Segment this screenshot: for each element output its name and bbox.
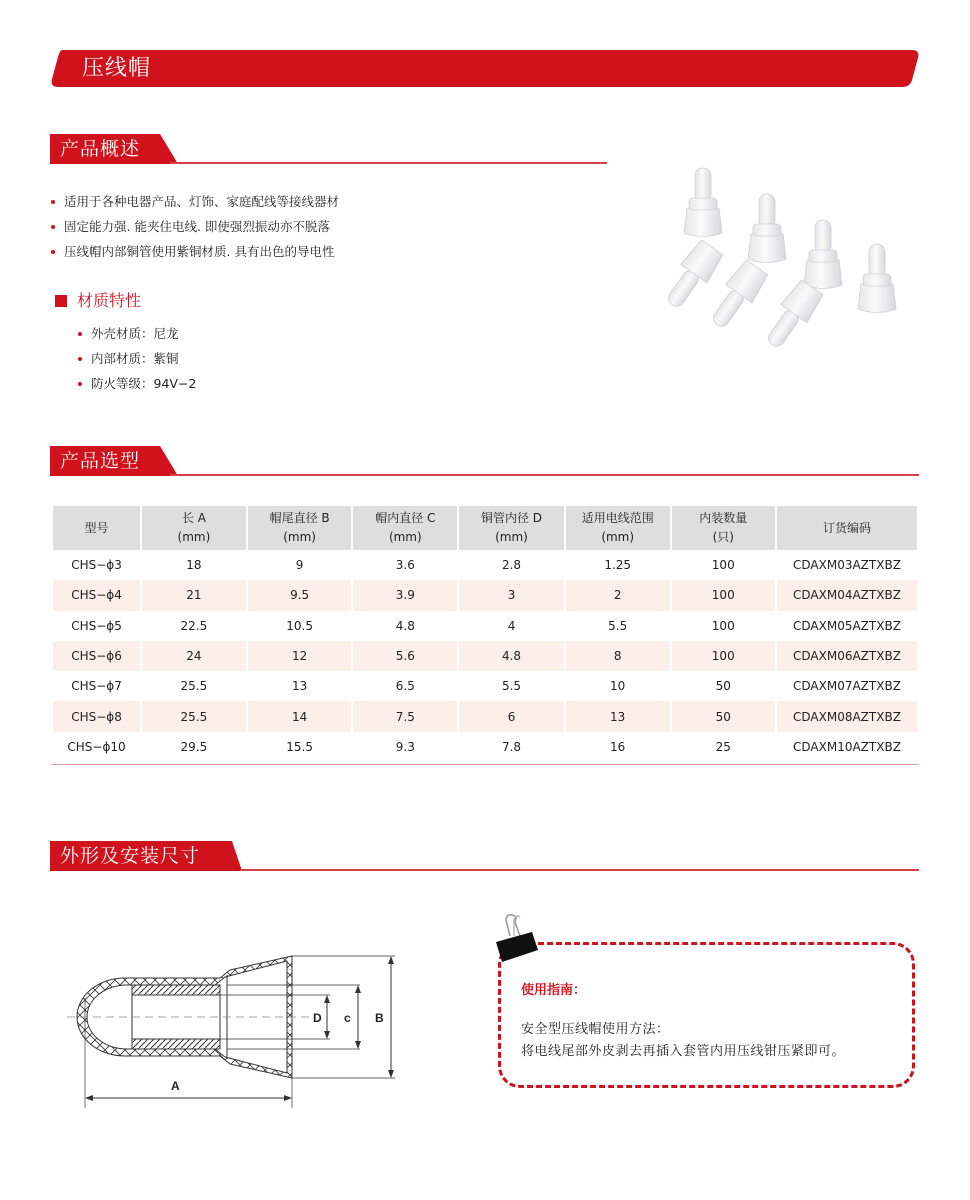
title-banner-shape bbox=[50, 50, 920, 87]
table-bottom-border bbox=[51, 764, 919, 765]
dim-label-d: D bbox=[313, 1011, 322, 1025]
table-row: CHS−ϕ10 29.5 15.5 9.3 7.8 16 25 CDAXM10AZTXBZ bbox=[67, 739, 901, 754]
col-header-tube-dia-d: 铜管内径 D (mm) bbox=[459, 506, 564, 550]
col-header-order-code: 订货编码 bbox=[777, 506, 917, 550]
section-title: 产品概述 bbox=[60, 138, 141, 160]
col-header-length-a: 长 A (mm) bbox=[142, 506, 246, 550]
binder-clip-icon bbox=[492, 912, 542, 967]
table-row: CHS−ϕ7 25.5 13 6.5 5.5 10 50 CDAXM07AZTXBZ bbox=[71, 679, 901, 694]
list-item: 防火等级：94V−2 bbox=[77, 371, 196, 396]
col-header-tail-dia-b: 帽尾直径 B (mm) bbox=[248, 506, 352, 550]
guide-text-line: 将电线尾部外皮剥去再插入套管内用压线钳压紧即可。 bbox=[521, 1044, 846, 1059]
square-bullet-icon bbox=[55, 295, 67, 307]
list-item: 内部材质：紫铜 bbox=[77, 346, 196, 371]
table-header-row bbox=[53, 506, 917, 550]
material-list bbox=[77, 321, 196, 396]
guide-text-line: 安全型压线帽使用方法： bbox=[521, 1022, 670, 1037]
section-header-dimensions bbox=[50, 841, 919, 871]
list-item: 固定能力强. 能夹住电线. 即使强烈振动亦不脱落 bbox=[50, 214, 339, 239]
section-title: 产品选型 bbox=[60, 450, 141, 472]
guide-title: 使用指南： bbox=[521, 983, 587, 998]
dim-label-b: B bbox=[375, 1011, 384, 1025]
table-row: CHS−ϕ3 18 9 3.6 2.8 1.25 100 CDAXM03AZTXBZ bbox=[71, 558, 901, 573]
page-title: 压线帽 bbox=[82, 56, 152, 81]
col-header-inner-dia-c: 帽内直径 C (mm) bbox=[353, 506, 457, 550]
dimension-diagram bbox=[55, 940, 415, 1110]
section-header-overview bbox=[50, 134, 607, 164]
section-divider bbox=[240, 869, 919, 871]
table-row: CHS−ϕ4 21 9.5 3.9 3 2 100 CDAXM04AZTXBZ bbox=[53, 580, 917, 610]
section-header-selection bbox=[50, 446, 919, 476]
col-header-model: 型号 bbox=[53, 506, 140, 550]
dim-label-a: A bbox=[171, 1079, 180, 1093]
section-title: 外形及安装尺寸 bbox=[60, 845, 201, 867]
list-item: 外壳材质：尼龙 bbox=[77, 321, 196, 346]
dim-label-c: c bbox=[344, 1011, 351, 1025]
list-item: 压线帽内部铜管使用紫铜材质. 具有出色的导电性 bbox=[50, 239, 339, 264]
spec-table bbox=[51, 506, 919, 762]
material-title: 材质特性 bbox=[77, 291, 142, 310]
usage-guide-card bbox=[498, 942, 915, 1088]
overview-bullet-list bbox=[50, 189, 339, 264]
page-title-banner bbox=[50, 50, 920, 87]
table-row: CHS−ϕ6 24 12 5.6 4.8 8 100 CDAXM06AZTXBZ bbox=[53, 641, 917, 671]
table-row: CHS−ϕ5 22.5 10.5 4.8 4 5.5 100 CDAXM05AZTXBZ bbox=[71, 618, 901, 633]
list-item: 适用于各种电器产品、灯饰、家庭配线等接线器材 bbox=[50, 189, 339, 214]
table-row: CHS−ϕ8 25.5 14 7.5 6 13 50 CDAXM08AZTXBZ bbox=[53, 701, 917, 731]
section-divider bbox=[170, 162, 607, 164]
col-header-wire-range: 适用电线范围 (mm) bbox=[566, 506, 670, 550]
product-image bbox=[655, 160, 905, 350]
material-heading bbox=[55, 290, 141, 312]
col-header-qty: 内装数量 (只) bbox=[672, 506, 775, 550]
section-divider bbox=[170, 474, 919, 476]
